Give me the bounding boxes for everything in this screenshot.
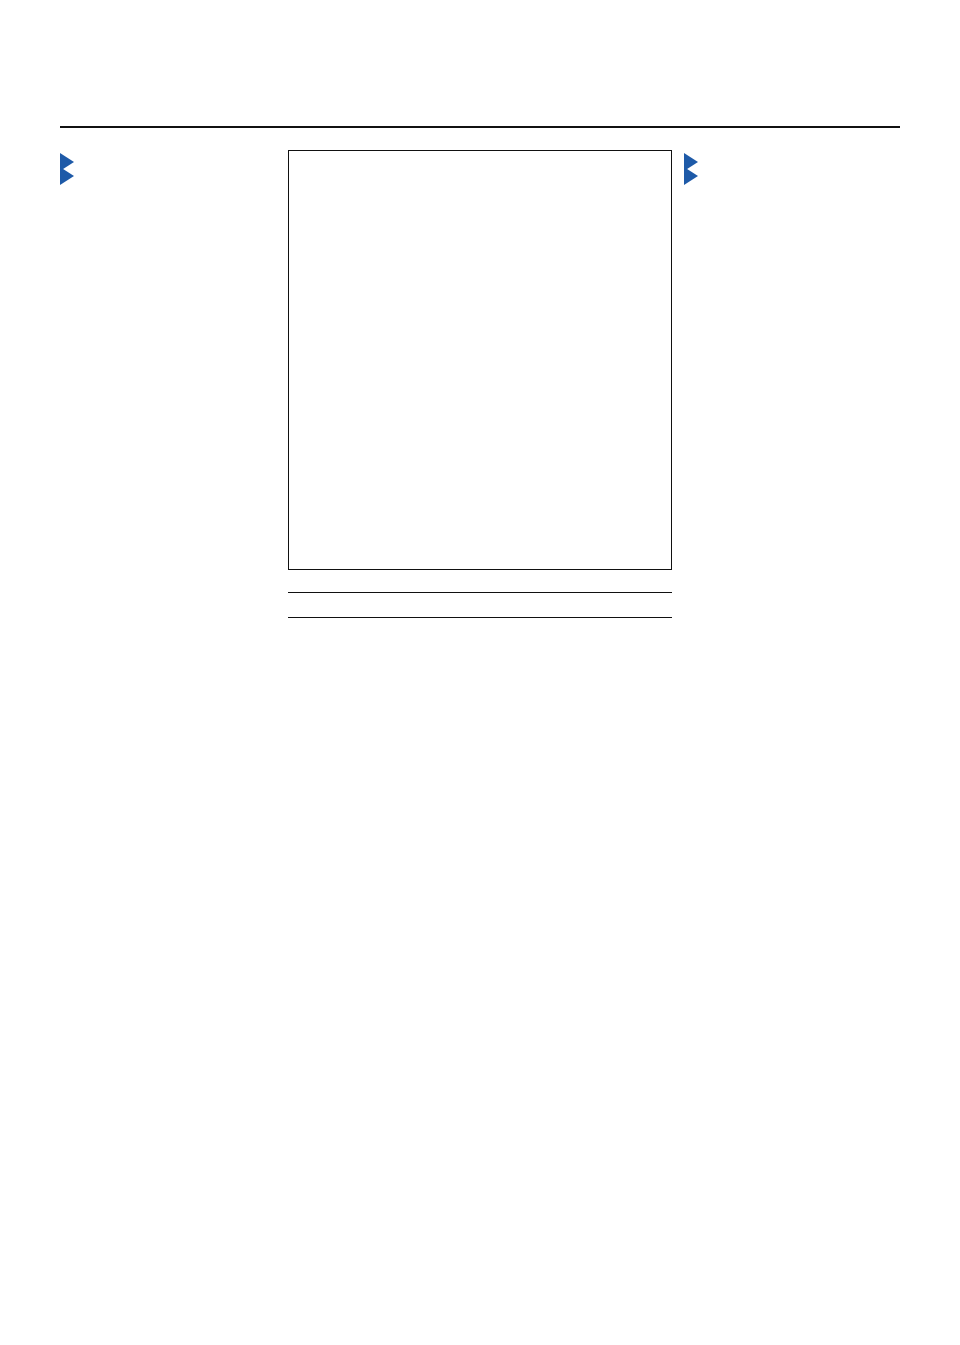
left-column <box>60 150 256 164</box>
divider <box>288 592 672 593</box>
divider <box>288 617 672 618</box>
cartoon-illustration <box>288 150 672 570</box>
masthead <box>60 92 900 128</box>
right-column <box>684 150 874 164</box>
middle-column <box>288 150 672 642</box>
